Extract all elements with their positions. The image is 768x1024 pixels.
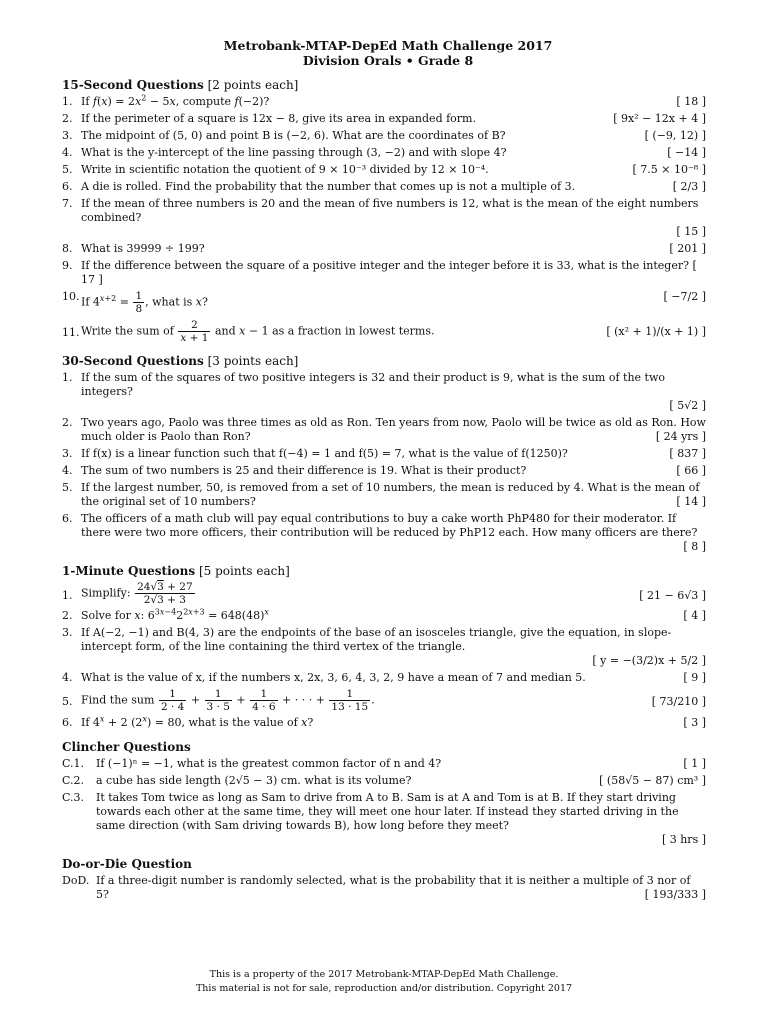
answer: [ 9x² − 12x + 4 ]	[613, 112, 706, 125]
section-1-minute: 1-Minute Questions [5 points each]	[62, 564, 290, 578]
question-c1: C.1. If (−1)ⁿ = −1, what is the greatest common factor of n and 4? [ 1 ]	[62, 757, 706, 770]
section-clincher: Clincher Questions	[62, 740, 191, 754]
answer: [ 2/3 ]	[672, 180, 706, 193]
question-15s-5: 5. Write in scientific notation the quotient of 9 × 10⁻³ divided by 12 × 10⁻⁴. [ 7.5 × 10⁻⁸ ]	[62, 163, 706, 176]
answer: [ (−9, 12) ]	[644, 129, 706, 142]
question-15s-9: 9. If the difference between the square of a positive integer and the integer before it is 33, what is the integer? [ 17 ]	[62, 259, 697, 286]
section-15-second: 15-Second Questions [2 points each]	[62, 78, 299, 92]
question-15s-10: 10. If $4^{x+2}$ = $\frac{1}{8}$ , what is x? [ −7/2 ]	[62, 290, 706, 315]
answer: [ 15 ]	[676, 225, 706, 238]
section-30-second: 30-Second Questions [3 points each]	[62, 354, 299, 368]
answer: [ 73/210 ]	[651, 695, 706, 708]
answer: [ 3 hrs ]	[661, 833, 706, 846]
question-c2: C.2. a cube has side length (2√5 − 3) cm. what is its volume? [ (58√5 − 87) cm³ ]	[62, 774, 706, 787]
answer: [ 5√2 ]	[669, 399, 706, 412]
question-15s-7: 7. If the mean of three numbers is 20 and the mean of five numbers is 12, what is the mean of the eight numbers combined? [ 15 ]	[62, 197, 706, 238]
question-30s-5: 5. If the largest number, 50, is removed from a set of 10 numbers, the mean is reduced by 4. What is the mean of the original set of 10 numbers? [ 14 ]	[62, 481, 706, 508]
answer: [ 7.5 × 10⁻⁸ ]	[632, 163, 706, 176]
question-15s-11: 11. Write the sum of $\frac{2}{x + 1}$ and x − 1 as a fraction in lowest terms. [ (x² + 1)/(x + 1) ]	[62, 319, 706, 344]
question-c3: C.3. It takes Tom twice as long as Sam to drive from A to B. Sam is at A and Tom is at B. If they start driving towards each other at the same time, they will meet one hour later. If instead they started driving in the same direction (with Sam driving towards B), how long before they meet? [ 3 hrs ]	[62, 791, 706, 846]
question-1m-1: 1. Simplify: $\frac{24√3 + 27}{2√3 + 3}$ [ 21 − 6√3 ]	[62, 581, 706, 606]
answer: [ 3 ]	[683, 716, 706, 729]
question-1m-2: 2. Solve for x: $6^{3x-4}2^{2x+3} = 648(48)^x$ [ 4 ]	[62, 607, 706, 622]
question-15s-8: 8. What is 39999 ÷ 199? [ 201 ]	[62, 242, 706, 255]
document-header	[62, 38, 714, 68]
answer: [ 4 ]	[683, 609, 706, 622]
answer: [ 21 − 6√3 ]	[639, 589, 706, 602]
answer: [ 8 ]	[683, 540, 706, 553]
answer: [ 1 ]	[683, 757, 706, 770]
answer: [ (58√5 − 87) cm³ ]	[599, 774, 706, 787]
answer: [ 14 ]	[676, 495, 706, 508]
question-1m-3: 3. If A(−2, −1) and B(4, 3) are the endpoints of the base of an isosceles triangle, give the equation, in slope-intercept form, of the line containing the third vertex of the triangle. [ y = −(3/2)x + 5/2 ]	[62, 626, 706, 667]
footer-line-1: This is a property of the 2017 Metrobank-MTAP-DepEd Math Challenge.	[209, 969, 559, 980]
answer: [ −14 ]	[667, 146, 706, 159]
answer: [ 201 ]	[669, 242, 706, 255]
footer-line-2: This material is not for sale, reproduction and/or distribution. Copyright 2017	[195, 983, 573, 994]
question-30s-3: 3. If f(x) is a linear function such that f(−4) = 1 and f(5) = 7, what is the value of f(1250)? [ 837 ]	[62, 447, 706, 460]
answer: [ 18 ]	[676, 95, 706, 108]
header-subtitle: Division Orals • Grade 8	[302, 53, 474, 68]
answer: [ (x² + 1)/(x + 1) ]	[606, 325, 706, 338]
question-dod: DoD. If a three-digit number is randomly selected, what is the probability that it is neither a multiple of 3 nor of 5? [ 193/333 ]	[62, 874, 706, 901]
question-30s-2: 2. Two years ago, Paolo was three times as old as Ron. Ten years from now, Paolo will be twice as old as Ron. How much older is Paolo than Ron? [ 24 yrs ]	[62, 416, 706, 443]
section-do-or-die: Do-or-Die Question	[62, 857, 192, 871]
question-15s-3: 3. The midpoint of (5, 0) and point B is (−2, 6). What are the coordinates of B? [ (−9, 12) ]	[62, 129, 706, 142]
answer: [ 17 ]	[81, 259, 697, 286]
question-30s-4: 4. The sum of two numbers is 25 and their difference is 19. What is their product? [ 66 ]	[62, 464, 706, 477]
answer: [ y = −(3/2)x + 5/2 ]	[592, 654, 706, 667]
question-15s-4: 4. What is the y-intercept of the line passing through (3, −2) and with slope 4? [ −14 ]	[62, 146, 706, 159]
answer: [ −7/2 ]	[663, 290, 706, 303]
answer: [ 24 yrs ]	[655, 430, 706, 443]
header-title: Metrobank-MTAP-DepEd Math Challenge 2017	[223, 38, 553, 53]
answer: [ 9 ]	[683, 671, 706, 684]
question-1m-5: 5. Find the sum $\frac{1}{2 \cdot 4}$ + $\frac{1}{3 \cdot 5}$ + $\frac{1}{4 \cdot 6}$ + · · · + $\frac{1}{13 \cdot 15}$ . [ 73/210 ]	[62, 688, 706, 713]
question-30s-1: 1. If the sum of the squares of two positive integers is 32 and their product is 9, what is the sum of the two integers? [ 5√2 ]	[62, 371, 706, 412]
answer: [ 66 ]	[676, 464, 706, 477]
answer: [ 193/333 ]	[644, 888, 706, 901]
question-1m-6: 6. If $4^x + 2$ $(2^x) = 80$, what is the value of x? [ 3 ]	[62, 714, 706, 729]
answer: [ 837 ]	[669, 447, 706, 460]
question-30s-6: 6. The officers of a math club will pay equal contributions to buy a cake worth PhP480 for their moderator. If there were two more officers, their contribution will be reduced by PhP12 each. How many officers are there? [ 8 ]	[62, 512, 706, 553]
question-15s-1: 1. If $f(x) = 2x^2 - 5x$, compute f(−2)? [ 18 ]	[62, 93, 706, 108]
question-15s-6: 6. A die is rolled. Find the probability that the number that comes up is not a multiple of 3. [ 2/3 ]	[62, 180, 706, 193]
question-1m-4: 4. What is the value of x, if the numbers x, 2x, 3, 6, 4, 3, 2, 9 have a mean of 7 and median 5. [ 9 ]	[62, 671, 706, 684]
question-15s-2: 2. If the perimeter of a square is 12x − 8, give its area in expanded form. [ 9x² − 12x + 4 ]	[62, 112, 706, 125]
footer	[0, 968, 768, 996]
